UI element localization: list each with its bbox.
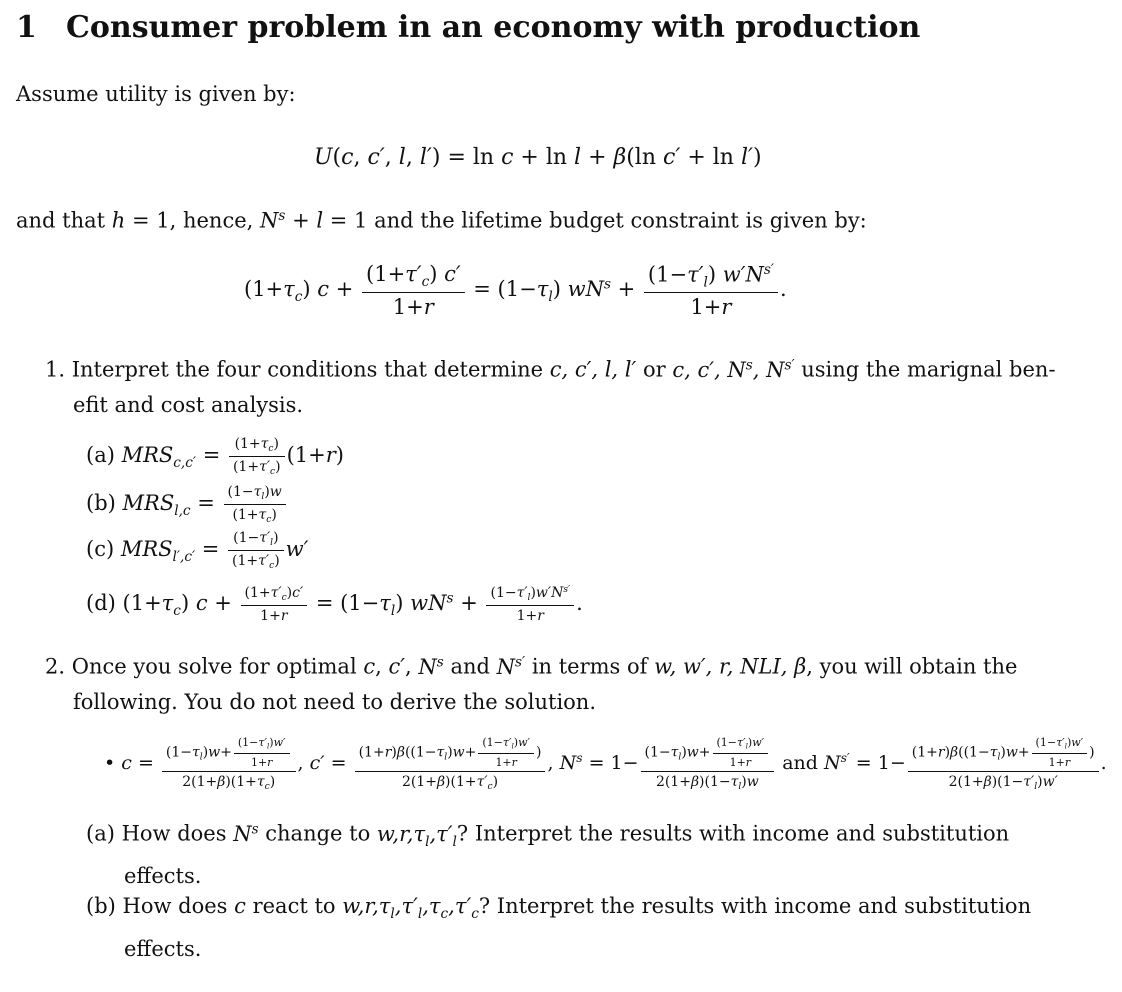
q1-number: 1. [45,357,66,382]
sub-b-text-3: ? Interpret the results with income and substitution [478,894,1032,918]
sub-b-label: (b) [86,894,116,918]
and-that-text: and that [16,208,106,233]
sub-b-text-1: How does [122,894,228,918]
sub-a-text-3: ? Interpret the results with income and substitution [456,821,1010,846]
sub-a-text-1: How does [121,821,227,846]
condition-b-label: (b) [86,491,116,516]
sub-a-text-4: effects. [124,864,202,889]
q1-text-c: efit and cost analysis. [73,392,304,417]
condition-c-label: (c) [86,537,115,562]
sub-question-b: (b) How does c react to $w,r,\tau_l,\tau'_l,\tau_c,\tau'_c$? Interpret the results with income and substitution effects. [86,894,1032,961]
intro-assume: Assume utility is given by: [16,82,296,106]
condition-a-label: (a) [86,443,115,468]
question-1: 1. Interpret the four conditions that determine c, c′, l, l′ or c, c′, $N^s$, $N^{s'}$ using the marignal ben- efit and cost analysis. [45,357,1056,417]
q2-text-c: , you will obtain the [806,654,1018,679]
sub-b-text-2: react to [252,894,336,918]
condition-c: (c) $MRS_{l',c'}$ = $\frac{(1-\tau'_l)}{(1+\tau'_c)}$ w′ [86,530,309,572]
condition-d-label: (d) [86,591,116,616]
budget-suffix-text: and the lifetime budget constraint is given by: [374,208,867,233]
q1-text-a: Interpret the four conditions that determine [71,357,544,382]
q2-and: and [450,654,490,679]
condition-b: (b) $MRS_{l,c}$ = $\frac{(1-\tau_l)w}{(1+\tau_c)}$ [86,484,288,525]
budget-equation: $(1+\tau_c) c$ + $\frac{(1+\tau'_c) c'}{1+r}$ = $(1-\tau_l) wN^s$ + $\frac{(1-\tau'_l) w'N^{s'}}{1+r}$ . [244,262,787,320]
sub-a-text-2: change to [265,821,371,846]
solutions-line: • c = $(1-\tau_l)w+$ $\frac{(1-\tau'_l)w'}{1+r}$ $2(1+\beta)(1+\tau_c)$ , c′ = $(1+r)\beta((1-\tau_l)w+$ $\frac{(1-\tau'_l)w'}{1+r}$ ) $2(1+\beta)(1+\tau'_c)$ , $N^s = 1-$ $(1-\tau_l)w+$ $\frac{(1-\tau'_l)w'}{1+r}$ $2(1+\beta)(1-\tau_l)w$ and $N^{s'} = 1-$ $(1+r)\beta((1-\tau_l)w+$ $\frac{(1-\tau'_l)w'}{1+r}$ ) $2(1+\beta)(1-\tau'_l)w'$ . [104,736,1107,792]
q2-text-b: in terms of [531,654,648,679]
utility-equation: U(c, c′, l, l′) = ln c + ln l + β(ln c′ + ln l′) [314,145,762,170]
q2-text-a: Once you solve for optimal [71,654,357,679]
section-title-text: Consumer problem in an economy with production [66,10,921,45]
condition-a: (a) $MRS_{c,c'}$ = $\frac{(1+\tau_c)}{(1+\tau'_c)}$ (1+r) [86,436,344,478]
q1-text-b: using the marignal ben- [801,357,1056,382]
condition-d: (d) $(1+\tau_c) c$ + $\frac{(1+\tau'_c)c'}{1+r}$ = $(1-\tau_l) wN^s$ + $\frac{(1-\tau'_l)w'N^{s'}}{1+r}$ . [86,585,583,625]
solutions-and: and [782,751,818,774]
intro-constraint-line: and that h = 1, hence, $N^s + l = 1$ and the lifetime budget constraint is given by: [16,208,867,233]
q1-or: or [642,357,666,382]
sub-a-label: (a) [86,821,115,846]
sub-question-a: (a) How does $N^s$ change to $w,r,\tau_l,\tau'_l$? Interpret the results with income and substitution effects. [86,821,1010,889]
section-number: 1 [16,10,37,45]
q2-number: 2. [45,654,66,679]
hence-text: , hence, [169,208,254,233]
bullet-icon: • [104,751,116,774]
question-2: 2. Once you solve for optimal c, c′, $N^s$ and $N^{s'}$ in terms of w, w′, r, NLI, β, you will obtain the following. You do not need to derive the solution. [45,654,1018,714]
q2-text-d: following. You do not need to derive the solution. [73,689,597,714]
section-title [16,10,920,45]
sub-b-text-4: effects. [124,936,202,961]
